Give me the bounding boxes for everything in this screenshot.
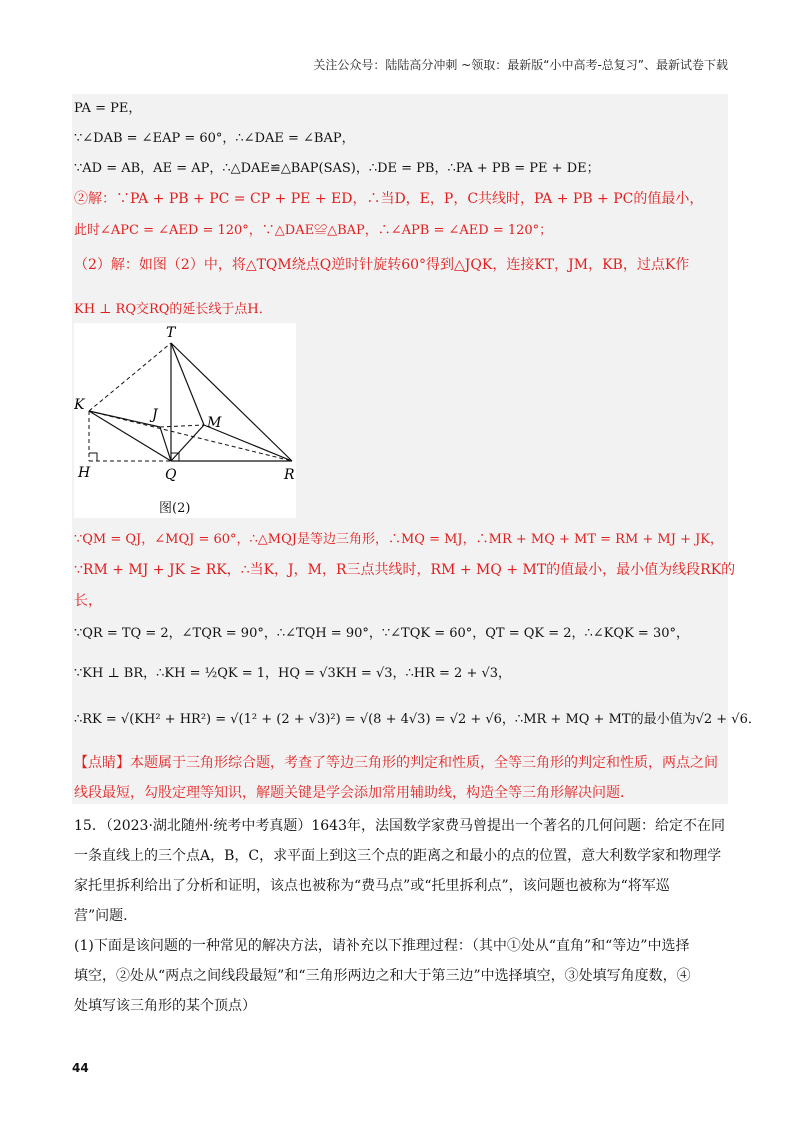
solution-line-11: ∵QR = TQ = 2，∠TQR = 90°，∴∠TQH = 90°，∵∠TQK = 60°，QT = QK = 2，∴∠KQK = 30°， [74, 626, 689, 641]
solution-line-8: ∵QM = QJ，∠MQJ = 60°，∴△MQJ是等边三角形，∴MQ = MJ，∴MR + MQ + MT = RM + MJ + JK， [74, 532, 724, 547]
solution-line-3: ∵AD = AB，AE = AP，∴△DAE≌△BAP(SAS)，∴DE = PB，∴PA + PB = PE + DE； [74, 161, 600, 176]
label-R: R [284, 467, 295, 483]
solution-line-1: PA = PE， [74, 101, 142, 116]
solution-line-15: 线段最短，勾股定理等知识，解题关键是学会添加常用辅助线，构造全等三角形解决问题． [74, 785, 634, 801]
segment-KQ [89, 411, 171, 461]
page-header: 关注公众号：陆陆高分冲刺 ~领取：最新版“小中高考-总复习”、最新试卷下载 [313, 58, 728, 72]
question-line-4: 营”问题. [74, 908, 128, 924]
page-number: 44 [72, 1061, 89, 1075]
question-line-5: (1)下面是该问题的一种常见的解决方法，请补充以下推理过程：（其中①处从“直角”和“等边”中选择 [74, 938, 690, 954]
segment-TR [171, 343, 292, 461]
figure-2-diagram [74, 323, 296, 518]
segment-TM [171, 343, 204, 425]
label-T: T [166, 325, 176, 341]
segment-MQ [171, 425, 204, 461]
geometry-figure [74, 323, 296, 518]
solution-line-13: ∴RK = √(KH² + HR²) = √(1² + (2 + √3)²) = √(8 + 4√3) = √2 + √6，∴MR + MQ + MT的最小值为√2 + √6． [74, 712, 761, 727]
segment-KR [89, 411, 292, 461]
figure-caption: 图(2) [159, 501, 191, 516]
solution-line-12: ∵KH ⊥ BR，∴KH = ½QK = 1，HQ = √3KH = √3，∴HR = 2 + √3， [74, 666, 512, 681]
question-line-3: 家托里拆利给出了分析和证明，该点也被称为“费马点”或“托里拆利点”，该问题也被称为“将军巡 [74, 878, 670, 894]
solution-line-6: （2）解：如图（2）中，将△TQM绕点Q逆时针旋转60°得到△JQK，连接KT，JM，KB，过点K作 [74, 257, 690, 273]
solution-line-10: 长， [74, 593, 102, 609]
label-J: J [152, 407, 158, 423]
right-angle-H [89, 453, 97, 461]
solution-line-5: 此时∠APC = ∠AED = 120°，∵△DAE≌△BAP，∴∠APB = ∠AED = 120°； [74, 223, 553, 238]
question-line-6: 填空，②处从“两点之间线段最短”和“三角形两边之和大于第三边”中选择填空，③处填写角度数，④ [74, 968, 691, 984]
solution-line-14: 【点睛】本题属于三角形综合题，考查了等边三角形的判定和性质，全等三角形的判定和性质，两点之间 [74, 755, 718, 771]
label-K: K [74, 397, 85, 413]
segment-KT [89, 343, 171, 411]
solution-line-9: ∵RM + MJ + JK ≥ RK，∴当K，J，M，R三点共线时，RM + MQ + MT的值最小，最小值为线段RK的 [74, 562, 736, 578]
label-H: H [78, 465, 91, 481]
question-line-2: 一条直线上的三个点A，B，C，求平面上到这三个点的距离之和最小的点的位置，意大利数学家和物理学 [74, 848, 722, 864]
solution-line-4: ②解：∵PA + PB + PC = CP + PE + ED，∴当D，E，P，C共线时，PA + PB + PC的值最小， [74, 191, 704, 207]
segment-JM [160, 425, 204, 427]
label-Q: Q [165, 467, 177, 483]
solution-line-2: ∵∠DAB = ∠EAP = 60°，∴∠DAE = ∠BAP， [74, 131, 355, 146]
label-M: M [207, 415, 222, 431]
solution-line-7: KH ⊥ RQ交RQ的延长线于点H． [74, 302, 272, 317]
question-line-7: 处填写该三角形的某个顶点） [74, 998, 256, 1014]
question-line-1: 15．（2023·湖北随州·统考中考真题）1643年，法国数学家费马曾提出一个著名的几何问题：给定不在同 [74, 818, 725, 834]
